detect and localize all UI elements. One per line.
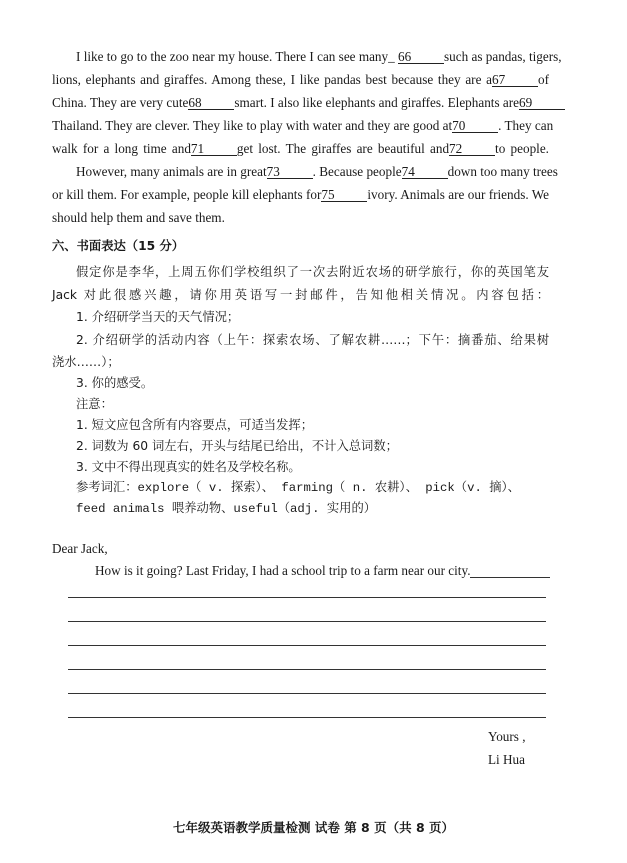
answer-line[interactable]: [68, 669, 546, 670]
answer-line[interactable]: [68, 717, 546, 718]
answer-line[interactable]: [470, 577, 550, 578]
blank-69[interactable]: 69: [519, 96, 565, 110]
passage-text: should help them and save them.: [52, 210, 225, 225]
passage-line: [52, 186, 549, 204]
blank-74[interactable]: 74: [402, 165, 448, 179]
passage-text: Thailand. They are clever. They like to play with water and they are good at: [52, 118, 453, 133]
passage-text: . They can: [498, 118, 554, 133]
blank-66[interactable]: 66: [398, 50, 444, 64]
letter-signature: Li Hua: [488, 752, 525, 767]
blank-73[interactable]: 73: [267, 165, 313, 179]
letter-opening: How is it going? Last Friday, I had a school trip to a farm near our city.: [95, 563, 471, 578]
passage-line: [52, 71, 549, 89]
answer-line[interactable]: [68, 645, 546, 646]
passage-text: lions, elephants and giraffes. Among these, I like pandas best because they are a: [52, 72, 492, 87]
passage-text: of: [538, 72, 549, 87]
passage-text: to people.: [495, 141, 549, 156]
blank-67[interactable]: 67: [492, 73, 538, 87]
passage-line: [76, 163, 558, 181]
letter-greeting: Dear Jack,: [52, 541, 108, 556]
task-line: 1. 介绍研学当天的天气情况；: [76, 310, 240, 324]
task-line: 1. 短文应包含所有内容要点，可适当发挥；: [76, 418, 313, 432]
task-line: 2. 词数为 60 词左右，开头与结尾已给出，不计入总词数；: [76, 439, 398, 453]
passage-line: [76, 48, 562, 66]
task-line: 假定你是李华，上周五你们学校组织了一次去附近农场的研学旅行，你的英国笔友: [76, 265, 549, 279]
passage-line: [52, 117, 554, 135]
passage-text: China. They are very cute: [52, 95, 189, 110]
section-heading: 六、书面表达（15 分）: [52, 239, 185, 253]
task-line: feed animals 喂养动物、useful（adj. 实用的）: [76, 502, 377, 516]
passage-text: . Because people: [312, 164, 402, 179]
passage-text: ivory. Animals are our friends. We: [367, 187, 549, 202]
letter-closing: Yours ,: [488, 729, 526, 744]
passage-text: smart. I also like elephants and giraffes. Elephants are: [234, 95, 519, 110]
blank-70[interactable]: 70: [452, 119, 498, 133]
blank-72[interactable]: 72: [449, 142, 495, 156]
task-line: 参考词汇：explore（ v. 探索）、 farming（ n. 农耕）、 pick（v. 摘）、: [76, 481, 520, 495]
passage-line: [52, 94, 549, 112]
passage-text: or kill them. For example, people kill elephants for: [52, 187, 322, 202]
passage-line: [52, 140, 549, 158]
blank-75[interactable]: 75: [321, 188, 367, 202]
passage-line: [52, 209, 549, 227]
answer-line[interactable]: [68, 597, 546, 598]
page-footer: 七年级英语教学质量检测 试卷 第 8 页（共 8 页）: [172, 820, 454, 835]
answer-line[interactable]: [68, 621, 546, 622]
passage-text: get lost. The giraffes are beautiful and: [236, 141, 450, 156]
blank-71[interactable]: 71: [191, 142, 237, 156]
task-line: 注意：: [76, 397, 113, 411]
passage-text: walk for a long time and: [52, 141, 191, 156]
task-line: 3. 文中不得出现真实的姓名及学校名称。: [76, 460, 301, 474]
passage-text: However, many animals are in great: [76, 164, 267, 179]
task-line: 浇水……）；: [52, 355, 120, 369]
task-line: 2. 介绍研学的活动内容（上午：探索农场、了解农耕……；下午：摘番茄、给果树: [76, 333, 549, 347]
answer-line[interactable]: [68, 693, 546, 694]
passage-text: down too many trees: [447, 164, 558, 179]
blank-68[interactable]: 68: [188, 96, 234, 110]
task-line: 3. 你的感受。: [76, 376, 154, 390]
passage-text: such as pandas, tigers,: [444, 49, 562, 64]
task-line: Jack 对此很感兴趣，请你用英语写一封邮件，告知他相关情况。内容包括：: [52, 288, 549, 302]
passage-text: I like to go to the zoo near my house. There I can see many_: [76, 49, 399, 64]
